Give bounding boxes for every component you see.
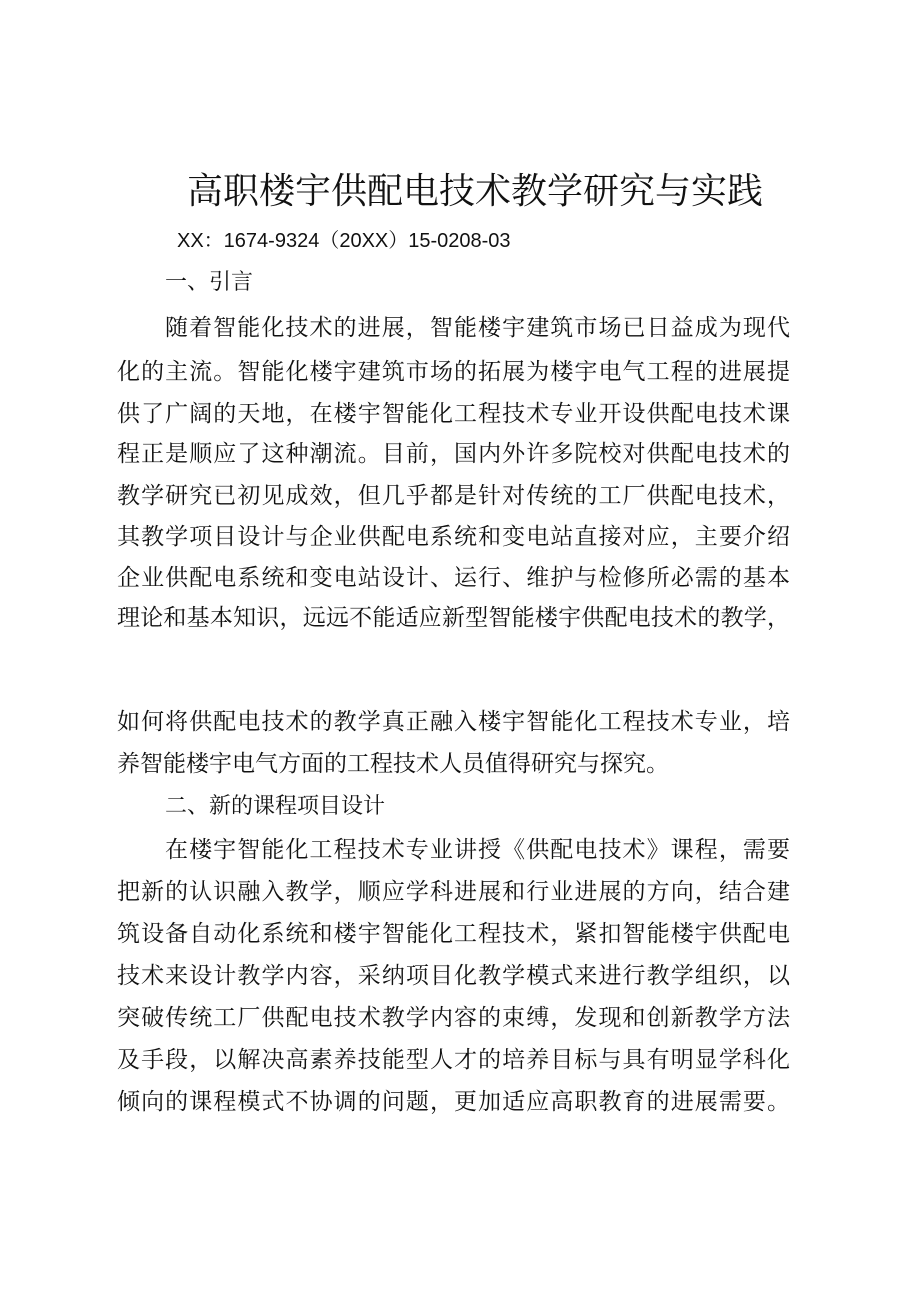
text-line: 其教学项目设计与企业供配电系统和变电站直接对应，主要介绍 bbox=[117, 524, 790, 550]
document-number: XX：1674-9324（20XX）15-0208-03 bbox=[177, 230, 511, 252]
section-heading: 一、引言 bbox=[165, 270, 254, 295]
text-line: 理论和基本知识，远远不能适应新型智能楼宇供配电技术的教学， bbox=[117, 605, 790, 631]
text-line: 教学研究已初见成效，但几乎都是针对传统的工厂供配电技术， bbox=[117, 483, 790, 509]
text-line: 程正是顺应了这种潮流。目前，国内外许多院校对供配电技术的 bbox=[117, 441, 790, 467]
section-heading: 二、新的课程项目设计 bbox=[165, 794, 386, 819]
text-line: 及手段，以解决高素养技能型人才的培养目标与具有明显学科化 bbox=[117, 1047, 790, 1073]
document-title: 高职楼宇供配电技术教学研究与实践 bbox=[187, 171, 764, 212]
text-line: 筑设备自动化系统和楼宇智能化工程技术，紧扣智能楼宇供配电 bbox=[117, 921, 790, 947]
text-line: 在楼宇智能化工程技术专业讲授《供配电技术》课程，需要 bbox=[165, 837, 790, 863]
text-line: 突破传统工厂供配电技术教学内容的束缚，发现和创新教学方法 bbox=[117, 1005, 790, 1031]
text-line: 化的主流。智能化楼宇建筑市场的拓展为楼宇电气工程的进展提 bbox=[117, 359, 790, 385]
text-line: 倾向的课程模式不协调的问题，更加适应高职教育的进展需要。 bbox=[117, 1089, 790, 1115]
text-line: 企业供配电系统和变电站设计、运行、维护与检修所必需的基本 bbox=[117, 565, 790, 591]
text-line: 供了广阔的天地，在楼宇智能化工程技术专业开设供配电技术课 bbox=[117, 401, 790, 427]
text-line: 随着智能化技术的进展，智能楼宇建筑市场已日益成为现代 bbox=[165, 315, 790, 341]
text-line: 养智能楼宇电气方面的工程技术人员值得研究与探究。 bbox=[117, 751, 669, 777]
text-line: 技术来设计教学内容，采纳项目化教学模式来进行教学组织，以 bbox=[117, 963, 790, 989]
text-line: 如何将供配电技术的教学真正融入楼宇智能化工程技术专业，培 bbox=[117, 709, 790, 735]
text-line: 把新的认识融入教学，顺应学科进展和行业进展的方向，结合建 bbox=[117, 879, 790, 905]
